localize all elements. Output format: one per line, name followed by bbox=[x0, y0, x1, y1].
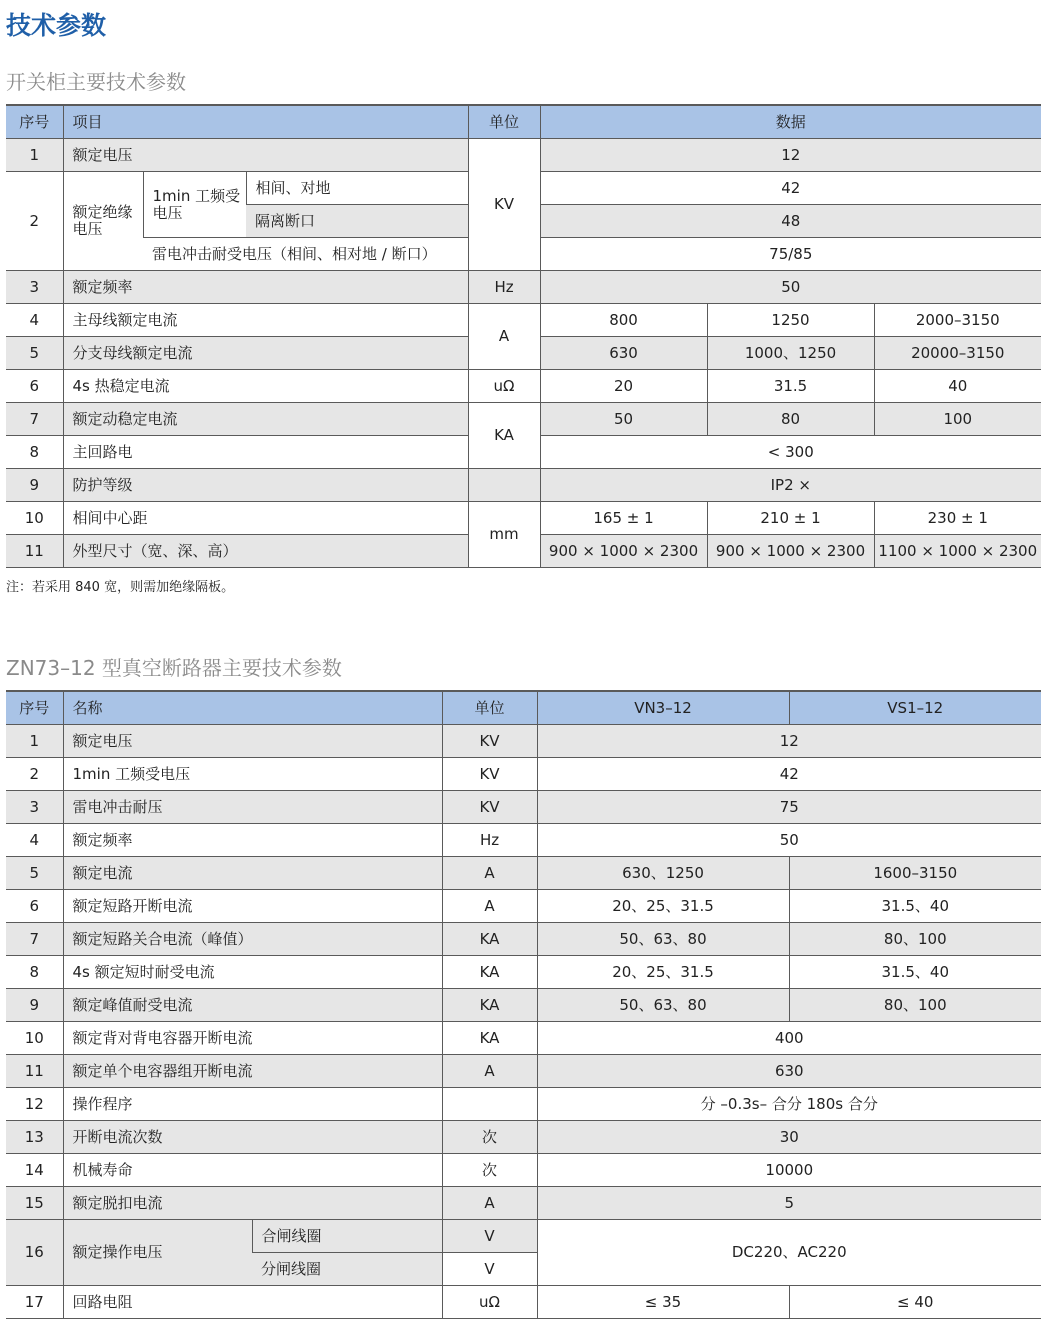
table-row bbox=[6, 791, 1041, 824]
row-value: 630 bbox=[537, 1055, 1041, 1088]
row-value: < 300 bbox=[540, 436, 1041, 469]
row-value: 1600–3150 bbox=[789, 857, 1041, 890]
row-value: DC220、AC220 bbox=[537, 1220, 1041, 1286]
row-value: 50 bbox=[540, 403, 707, 436]
row-value: 400 bbox=[537, 1022, 1041, 1055]
table-row bbox=[6, 403, 1041, 436]
row-no: 8 bbox=[6, 436, 63, 469]
row-unit: KV bbox=[442, 791, 537, 824]
row-value: 75/85 bbox=[540, 238, 1041, 271]
row-no: 2 bbox=[6, 172, 63, 271]
table-row bbox=[6, 502, 1041, 535]
row-subitem-lightning: 雷电冲击耐受电压（相间、相对地 / 断口） bbox=[143, 238, 468, 271]
row-unit: uΩ bbox=[468, 370, 540, 403]
table-row bbox=[6, 1286, 1041, 1319]
table-row bbox=[6, 1187, 1041, 1220]
row-no: 11 bbox=[6, 535, 63, 568]
row-item: 分支母线额定电流 bbox=[63, 337, 468, 370]
row-unit: KA bbox=[442, 956, 537, 989]
row-value: 1250 bbox=[707, 304, 874, 337]
row-name: 额定电流 bbox=[63, 857, 442, 890]
header-name: 名称 bbox=[63, 691, 442, 725]
header-vn3: VN3–12 bbox=[537, 691, 789, 725]
row-unit: KA bbox=[442, 923, 537, 956]
row-unit: V bbox=[442, 1220, 537, 1253]
row-value: 20、25、31.5 bbox=[537, 890, 789, 923]
row-item: 相间中心距 bbox=[63, 502, 468, 535]
header-no: 序号 bbox=[6, 691, 63, 725]
table-row bbox=[6, 271, 1041, 304]
row-no: 6 bbox=[6, 370, 63, 403]
row-unit: Hz bbox=[442, 824, 537, 857]
row-value: 10000 bbox=[537, 1154, 1041, 1187]
row-no: 12 bbox=[6, 1088, 63, 1121]
row-unit: KA bbox=[468, 403, 540, 469]
row-value: 20、25、31.5 bbox=[537, 956, 789, 989]
table-row bbox=[6, 725, 1041, 758]
row-no: 5 bbox=[6, 857, 63, 890]
row-no: 1 bbox=[6, 725, 63, 758]
row-item: 4s 热稳定电流 bbox=[63, 370, 468, 403]
row-value: 630 bbox=[540, 337, 707, 370]
table-row bbox=[6, 1154, 1041, 1187]
row-value: 165 ± 1 bbox=[540, 502, 707, 535]
table-note: 注：若采用 840 宽，则需加绝缘隔板。 bbox=[6, 580, 235, 595]
row-unit: A bbox=[468, 304, 540, 370]
row-value: 900 × 1000 × 2300 bbox=[540, 535, 707, 568]
row-no: 4 bbox=[6, 304, 63, 337]
table-header bbox=[6, 105, 1041, 139]
row-value: 2000–3150 bbox=[874, 304, 1041, 337]
row-value: 50 bbox=[537, 824, 1041, 857]
row-no: 10 bbox=[6, 1022, 63, 1055]
row-value: 40 bbox=[874, 370, 1041, 403]
row-unit: mm bbox=[468, 502, 540, 568]
row-unit: Hz bbox=[468, 271, 540, 304]
header-data: 数据 bbox=[540, 105, 1041, 139]
row-unit bbox=[442, 1088, 537, 1121]
row-name: 额定脱扣电流 bbox=[63, 1187, 442, 1220]
row-no: 17 bbox=[6, 1286, 63, 1319]
row-value: 31.5、40 bbox=[789, 956, 1041, 989]
header-vs1: VS1–12 bbox=[789, 691, 1041, 725]
row-no: 5 bbox=[6, 337, 63, 370]
row-value: 80 bbox=[707, 403, 874, 436]
row-name: 4s 额定短时耐受电流 bbox=[63, 956, 442, 989]
table-row bbox=[6, 857, 1041, 890]
row-item: 额定频率 bbox=[63, 271, 468, 304]
row-value: 20 bbox=[540, 370, 707, 403]
row-name: 1min 工频受电压 bbox=[63, 758, 442, 791]
row-value: 100 bbox=[874, 403, 1041, 436]
table-row bbox=[6, 923, 1041, 956]
row-value: 75 bbox=[537, 791, 1041, 824]
row-unit: KV bbox=[442, 725, 537, 758]
section-title-breaker: ZN73–12 型真空断路器主要技术参数 bbox=[6, 656, 342, 680]
row-value: 30 bbox=[537, 1121, 1041, 1154]
row-no: 8 bbox=[6, 956, 63, 989]
row-no: 6 bbox=[6, 890, 63, 923]
row-value: 分 –0.3s– 合分 180s 合分 bbox=[537, 1088, 1041, 1121]
row-value: 50、63、80 bbox=[537, 923, 789, 956]
row-name: 雷电冲击耐压 bbox=[63, 791, 442, 824]
row-name: 回路电阻 bbox=[63, 1286, 442, 1319]
table-row bbox=[6, 304, 1041, 337]
table-row bbox=[6, 1022, 1041, 1055]
row-item: 额定绝缘电压 bbox=[63, 172, 143, 271]
row-value: ≤ 40 bbox=[789, 1286, 1041, 1319]
row-value: 20000–3150 bbox=[874, 337, 1041, 370]
row-no: 2 bbox=[6, 758, 63, 791]
row-subname: 分闸线圈 bbox=[252, 1253, 442, 1286]
row-name: 额定短路关合电流（峰值） bbox=[63, 923, 442, 956]
row-no: 7 bbox=[6, 403, 63, 436]
row-value: 1100 × 1000 × 2300 bbox=[874, 535, 1041, 568]
row-unit: uΩ bbox=[442, 1286, 537, 1319]
table-row bbox=[6, 370, 1041, 403]
row-no: 3 bbox=[6, 271, 63, 304]
row-unit: KA bbox=[442, 989, 537, 1022]
row-unit: V bbox=[442, 1253, 537, 1286]
row-value: 42 bbox=[540, 172, 1041, 205]
breaker-spec-table bbox=[6, 690, 1041, 1319]
row-unit: KV bbox=[468, 139, 540, 271]
header-no: 序号 bbox=[6, 105, 63, 139]
row-unit: 次 bbox=[442, 1121, 537, 1154]
section-title-switchgear: 开关柜主要技术参数 bbox=[6, 70, 186, 94]
table-row bbox=[6, 469, 1041, 502]
row-value: 230 ± 1 bbox=[874, 502, 1041, 535]
row-no: 14 bbox=[6, 1154, 63, 1187]
row-no: 7 bbox=[6, 923, 63, 956]
row-value: 5 bbox=[537, 1187, 1041, 1220]
table-row bbox=[6, 1055, 1041, 1088]
row-unit: A bbox=[442, 1055, 537, 1088]
row-name: 额定背对背电容器开断电流 bbox=[63, 1022, 442, 1055]
header-unit: 单位 bbox=[468, 105, 540, 139]
table-row bbox=[6, 139, 1041, 172]
row-value: 12 bbox=[537, 725, 1041, 758]
row-no: 11 bbox=[6, 1055, 63, 1088]
table-row bbox=[6, 824, 1041, 857]
row-item: 防护等级 bbox=[63, 469, 468, 502]
row-no: 16 bbox=[6, 1220, 63, 1286]
row-value: 630、1250 bbox=[537, 857, 789, 890]
row-name: 额定电压 bbox=[63, 725, 442, 758]
row-subitem-isolation: 隔离断口 bbox=[246, 205, 468, 238]
row-value: ≤ 35 bbox=[537, 1286, 789, 1319]
row-unit bbox=[468, 469, 540, 502]
row-subitem: 1min 工频受电压 bbox=[143, 172, 246, 238]
row-unit: A bbox=[442, 890, 537, 923]
row-item: 外型尺寸（宽、深、高） bbox=[63, 535, 468, 568]
row-subname: 合闸线圈 bbox=[252, 1220, 442, 1253]
row-name: 额定操作电压 bbox=[63, 1220, 252, 1286]
row-value: 210 ± 1 bbox=[707, 502, 874, 535]
row-no: 4 bbox=[6, 824, 63, 857]
row-value: 42 bbox=[537, 758, 1041, 791]
row-value: 12 bbox=[540, 139, 1041, 172]
row-unit: A bbox=[442, 1187, 537, 1220]
row-no: 1 bbox=[6, 139, 63, 172]
page-title: 技术参数 bbox=[6, 11, 107, 40]
row-value: 50、63、80 bbox=[537, 989, 789, 1022]
table-row bbox=[6, 989, 1041, 1022]
row-unit: KA bbox=[442, 1022, 537, 1055]
table-row bbox=[6, 956, 1041, 989]
row-name: 额定频率 bbox=[63, 824, 442, 857]
row-subitem-phase: 相间、对地 bbox=[246, 172, 468, 205]
row-value: 48 bbox=[540, 205, 1041, 238]
row-unit: 次 bbox=[442, 1154, 537, 1187]
row-no: 10 bbox=[6, 502, 63, 535]
row-no: 15 bbox=[6, 1187, 63, 1220]
row-name: 开断电流次数 bbox=[63, 1121, 442, 1154]
table-row bbox=[6, 1121, 1041, 1154]
table-row bbox=[6, 758, 1041, 791]
row-name: 机械寿命 bbox=[63, 1154, 442, 1187]
table-row bbox=[6, 1088, 1041, 1121]
row-value: IP2 × bbox=[540, 469, 1041, 502]
row-unit: A bbox=[442, 857, 537, 890]
row-unit: KV bbox=[442, 758, 537, 791]
row-item: 主回路电 bbox=[63, 436, 468, 469]
row-item: 额定电压 bbox=[63, 139, 468, 172]
row-name: 额定峰值耐受电流 bbox=[63, 989, 442, 1022]
row-value: 31.5 bbox=[707, 370, 874, 403]
row-item: 主母线额定电流 bbox=[63, 304, 468, 337]
row-no: 9 bbox=[6, 469, 63, 502]
header-unit: 单位 bbox=[442, 691, 537, 725]
row-no: 3 bbox=[6, 791, 63, 824]
row-value: 800 bbox=[540, 304, 707, 337]
row-item: 额定动稳定电流 bbox=[63, 403, 468, 436]
table-row bbox=[6, 890, 1041, 923]
header-item: 项目 bbox=[63, 105, 468, 139]
row-no: 13 bbox=[6, 1121, 63, 1154]
row-no: 9 bbox=[6, 989, 63, 1022]
row-value: 31.5、40 bbox=[789, 890, 1041, 923]
switchgear-spec-table bbox=[6, 104, 1041, 568]
row-value: 900 × 1000 × 2300 bbox=[707, 535, 874, 568]
row-name: 额定单个电容器组开断电流 bbox=[63, 1055, 442, 1088]
table-row bbox=[6, 1220, 1041, 1253]
row-value: 80、100 bbox=[789, 989, 1041, 1022]
table-header bbox=[6, 691, 1041, 725]
row-value: 1000、1250 bbox=[707, 337, 874, 370]
row-value: 80、100 bbox=[789, 923, 1041, 956]
row-value: 50 bbox=[540, 271, 1041, 304]
row-name: 额定短路开断电流 bbox=[63, 890, 442, 923]
row-name: 操作程序 bbox=[63, 1088, 442, 1121]
